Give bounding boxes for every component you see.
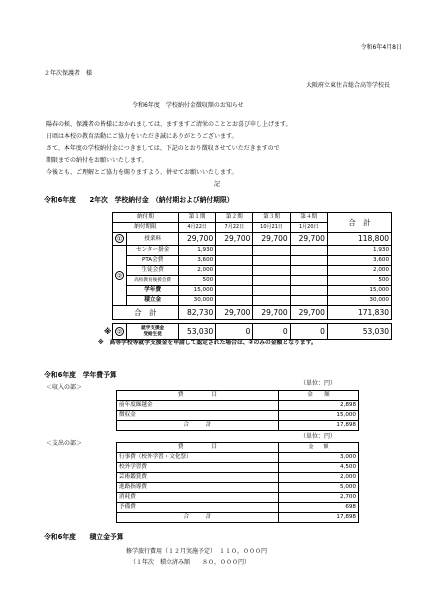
- expense-item: 行事費（校外学習・文化祭）: [117, 453, 279, 463]
- deadline-2: 7月22日: [216, 223, 253, 233]
- expense-table: [116, 442, 359, 523]
- expense-item: 予備費: [117, 503, 279, 513]
- support-value: 0: [216, 324, 253, 340]
- sum-total: 171,830: [327, 306, 391, 320]
- support-note: ※ 高等学校等就学支援金を申請して認定された場合は、②のみの金額となります。: [98, 340, 317, 346]
- ki-mark: 記: [214, 181, 221, 188]
- income-total-label: 合 計: [117, 421, 279, 431]
- income-col-amount: 金 額: [279, 391, 359, 401]
- sum-value: 29,700: [290, 306, 327, 320]
- fee-table: [102, 212, 392, 340]
- row1-label: 授業料: [127, 233, 179, 246]
- row2-label: センター掛金: [127, 246, 179, 256]
- support-value: 0: [290, 324, 327, 340]
- sum-value: 82,730: [179, 306, 216, 320]
- support-total: 53,030: [327, 324, 391, 340]
- support-label-line2: 受給生徒: [143, 331, 162, 337]
- sum-value: 29,700: [216, 306, 253, 320]
- support-value: 53,030: [179, 324, 216, 340]
- expense-item: 進路指導費: [117, 483, 279, 493]
- income-heading: ＜収入の部＞: [46, 384, 83, 391]
- row2-label: 高校教育後援会費: [127, 276, 179, 286]
- body-line: 今後とも、ご理解とご協力を賜りますよう、併せてお願いいたします。: [46, 169, 238, 176]
- sum-label: 合 計: [112, 306, 178, 320]
- savings-line1: 修学旅行費用（１２月実施予定） １１０，０００円: [126, 548, 268, 555]
- row2-total: 500: [327, 276, 391, 286]
- expense-amount: 2,700: [279, 493, 359, 503]
- body-line: 陽春の候、保護者の皆様におかれましては、ますますご清栄のこととお喜び申し上げます。: [46, 121, 292, 128]
- total-header: 合 計: [327, 213, 391, 233]
- row2-total: 30,000: [327, 296, 391, 306]
- savings-line2: （１年次 積立済み額 ８０，０００円）: [130, 559, 251, 566]
- expense-item: 校外学習費: [117, 463, 279, 473]
- row2-label: 積立金: [127, 296, 179, 306]
- income-amount: 15,000: [279, 411, 359, 421]
- asterisk-mark: ※: [104, 326, 112, 336]
- col-label-period: 納付期: [112, 213, 178, 223]
- expense-total: 17,898: [279, 513, 359, 523]
- body-line: 期限までの納付をお願いいたします。: [46, 157, 148, 164]
- expense-total-label: 合 計: [117, 513, 279, 523]
- body-line: 日頃は本校の教育活動にご協力をいただき誠にありがとうございます。: [46, 133, 238, 140]
- fee-section-title: 令和6年度 2年次 学校納付金 （納付期および納付期限）: [44, 196, 234, 204]
- school-name: 大阪府立東住吉総合高等学校長: [305, 82, 390, 89]
- expense-amount: 2,000: [279, 473, 359, 483]
- row2-label: 生徒会費: [127, 266, 179, 276]
- period-1: 第１期: [179, 213, 216, 223]
- row1-total: 118,800: [327, 233, 391, 246]
- row2-value: 15,000: [179, 286, 216, 296]
- row2-label: 学年費: [127, 286, 179, 296]
- mark-1: ①: [116, 235, 123, 243]
- asterisk-mark-2: ②: [116, 327, 123, 336]
- row1-value: 29,700: [253, 233, 290, 246]
- row2-total: 3,600: [327, 256, 391, 266]
- expense-heading: ＜支出の部＞: [46, 440, 83, 447]
- income-col-item: 費 目: [117, 391, 279, 401]
- expense-amount: 5,000: [279, 483, 359, 493]
- body-line: さて、本年度の学校納付金につきましては、下記のとおり徴収させていただきますので: [46, 145, 280, 152]
- period-4: 第４期: [290, 213, 327, 223]
- savings-title: 令和6年度 積立金予算: [44, 533, 124, 541]
- income-item: 前年度繰越金: [117, 401, 279, 411]
- row2-label: PTA会費: [127, 256, 179, 266]
- expense-col-amount: 金 額: [279, 443, 359, 453]
- row2-total: 1,930: [327, 246, 391, 256]
- row1-value: 29,700: [216, 233, 253, 246]
- support-value: 0: [253, 324, 290, 340]
- income-total: 17,898: [279, 421, 359, 431]
- expense-amount: 698: [279, 503, 359, 513]
- row2-value: 2,000: [179, 266, 216, 276]
- expense-amount: 3,000: [279, 453, 359, 463]
- expense-item: 消耗費: [117, 493, 279, 503]
- income-amount: 2,898: [279, 401, 359, 411]
- recipient: ２年次保護者 様: [44, 70, 93, 77]
- deadline-4: 1月20日: [290, 223, 327, 233]
- document-title: 令和6年度 学校納付金徴収額のお知らせ: [132, 102, 244, 109]
- deadline-1: 4月22日: [179, 223, 216, 233]
- row2-value: 500: [179, 276, 216, 286]
- deadline-3: 10月21日: [253, 223, 290, 233]
- row2-value: 3,600: [179, 256, 216, 266]
- period-3: 第３期: [253, 213, 290, 223]
- row1-value: 29,700: [290, 233, 327, 246]
- row2-total: 15,000: [327, 286, 391, 296]
- row1-value: 29,700: [179, 233, 216, 246]
- sum-value: 29,700: [253, 306, 290, 320]
- expense-col-item: 費 目: [117, 443, 279, 453]
- col-label-deadline: 納付期限: [112, 223, 178, 233]
- support-label-line1: 就学支援金: [141, 326, 165, 332]
- expense-item: 芸術鑑賞費: [117, 473, 279, 483]
- mark-2: ②: [116, 271, 123, 280]
- income-unit: （単位：円）: [300, 380, 337, 387]
- period-2: 第２期: [216, 213, 253, 223]
- row2-value: 1,930: [179, 246, 216, 256]
- row2-total: 2,000: [327, 266, 391, 276]
- budget-title: 令和6年度 学年費予算: [44, 371, 117, 379]
- income-table: [116, 390, 359, 431]
- expense-amount: 4,500: [279, 463, 359, 473]
- expense-unit: （単位：円）: [300, 433, 337, 440]
- document-date: 令和6年4月8日: [360, 44, 402, 51]
- row2-value: 30,000: [179, 296, 216, 306]
- income-item: 徴収金: [117, 411, 279, 421]
